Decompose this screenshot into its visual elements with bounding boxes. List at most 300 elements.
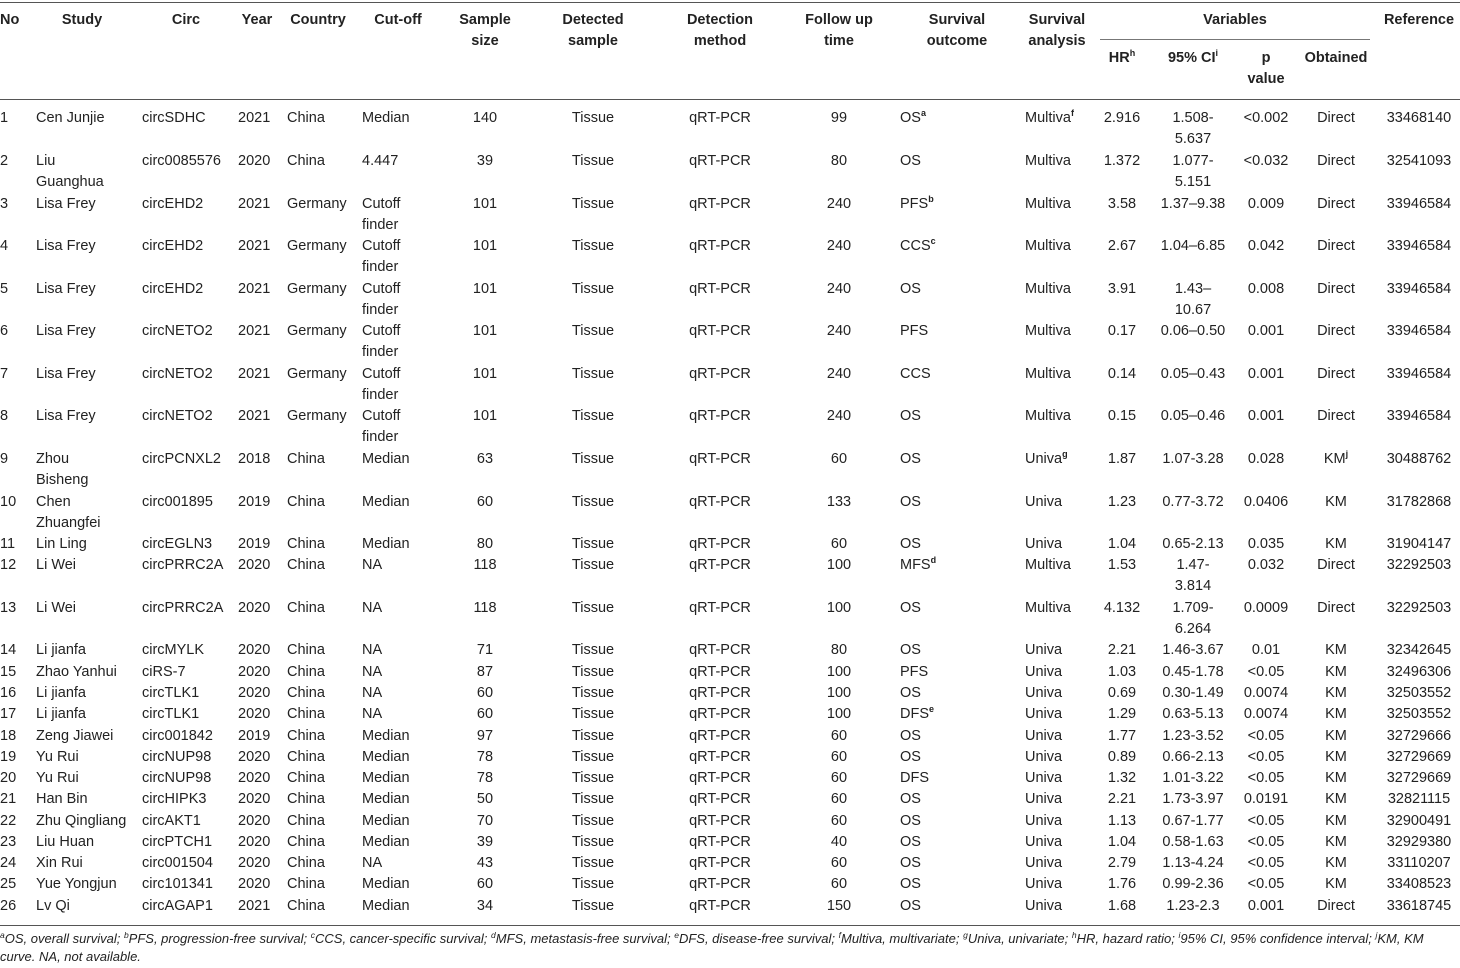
cell-outcome-text: DFS — [900, 770, 929, 786]
cell-cutoff-line: Median — [362, 770, 410, 786]
cell-ref-text: 33468140 — [1386, 110, 1452, 126]
cell-method — [670, 640, 770, 661]
cell-no — [0, 449, 28, 470]
cell-p-text: 0.001 — [1247, 366, 1285, 382]
cell-outcome-text: OS — [900, 642, 921, 658]
cell-obtained — [1298, 789, 1374, 810]
cell-year-text: 2021 — [238, 238, 271, 254]
cell-country-text: China — [287, 664, 325, 680]
cell-outcome — [900, 321, 1000, 342]
header-ci — [1150, 48, 1236, 69]
cell-analysis-text: Univa — [1025, 664, 1063, 680]
footnote-text: PFS, progression-free survival; — [128, 931, 311, 946]
cell-ref — [1378, 789, 1460, 810]
footnote-mark: g — [963, 930, 968, 940]
cell-obtained-text: KM — [1325, 664, 1347, 680]
cell-year — [238, 662, 278, 683]
cell-hr — [1098, 555, 1146, 576]
header-ci-label: 95% CI — [1167, 50, 1216, 66]
cell-detected — [540, 683, 646, 704]
cell-ci — [1150, 874, 1236, 895]
cell-no-text: 15 — [0, 664, 17, 680]
cell-country — [287, 662, 357, 683]
cell-study-line: Li jianfa — [36, 706, 86, 722]
cell-study-line: Liu Huan — [36, 834, 95, 850]
cell-study-line: Han Bin — [36, 791, 88, 807]
header-year: Year — [241, 12, 273, 28]
cell-ci-line: 0.67-1.77 — [1162, 813, 1224, 829]
cell-obtained-text: Direct — [1317, 281, 1355, 297]
cell-ref-text: 32292503 — [1386, 600, 1452, 616]
cell-country — [287, 726, 357, 747]
cell-year-text: 2021 — [238, 408, 271, 424]
cell-circ — [142, 789, 238, 810]
cell-method-text: qRT-PCR — [689, 153, 751, 169]
cell-country — [287, 747, 357, 768]
cell-cutoff — [362, 726, 440, 747]
cell-outcome — [900, 492, 1000, 513]
cell-detected — [540, 640, 646, 661]
cell-follow-text: 60 — [830, 813, 848, 829]
cell-ci-line: 0.77-3.72 — [1162, 494, 1224, 510]
cell-year — [238, 321, 278, 342]
cell-detected-text: Tissue — [571, 834, 615, 850]
cell-p-text: 0.0406 — [1243, 494, 1289, 510]
cell-circ — [142, 683, 238, 704]
cell-ci-line: 1.23-2.3 — [1166, 898, 1220, 914]
cell-cutoff-line: Median — [362, 813, 410, 829]
cell-size — [440, 768, 530, 789]
cell-detected — [540, 534, 646, 555]
cell-obtained-text: KM — [1325, 685, 1347, 701]
cell-obtained-text: Direct — [1317, 238, 1355, 254]
cell-ci — [1150, 662, 1236, 683]
cell-year-text: 2020 — [238, 876, 271, 892]
cell-follow — [790, 683, 888, 704]
cell-ci — [1150, 853, 1236, 874]
footnote-text: MFS, metastasis-free survival; — [495, 931, 675, 946]
cell-outcome-text: OS — [900, 408, 921, 424]
cell-size-text: 118 — [473, 600, 497, 616]
cell-method — [670, 492, 770, 513]
cell-cutoff-line: Median — [362, 536, 410, 552]
cell-obtained-text: Direct — [1317, 600, 1355, 616]
cell-ref — [1378, 151, 1460, 172]
cell-ref-text: 33946584 — [1386, 196, 1452, 212]
cell-outcome — [900, 406, 1000, 427]
cell-ref — [1378, 747, 1460, 768]
cell-p-text: 0.028 — [1247, 451, 1285, 467]
cell-year — [238, 853, 278, 874]
cell-year — [238, 874, 278, 895]
cell-ci — [1150, 236, 1236, 257]
cell-no — [0, 874, 28, 895]
table-bottom-rule — [0, 925, 1460, 926]
cell-follow — [790, 492, 888, 513]
cell-circ-text: circ0085576 — [142, 153, 221, 169]
cell-cutoff — [362, 492, 440, 513]
cell-outcome — [900, 853, 1000, 874]
cell-cutoff-line: Median — [362, 451, 410, 467]
cell-ref-text: 33946584 — [1386, 323, 1452, 339]
cell-size-text: 60 — [476, 876, 494, 892]
cell-follow-text: 80 — [830, 642, 848, 658]
cell-follow-text: 60 — [830, 451, 848, 467]
cell-circ — [142, 896, 238, 917]
cell-obtained — [1298, 555, 1374, 576]
cell-hr-text: 1.23 — [1107, 494, 1137, 510]
cell-ref-text: 30488762 — [1386, 451, 1452, 467]
header-detected-sample-line-1: Detected — [562, 12, 624, 28]
cell-cutoff — [362, 683, 440, 704]
cell-analysis-text: Univa — [1025, 813, 1063, 829]
cell-country — [287, 789, 357, 810]
cell-ref — [1378, 108, 1460, 129]
cell-study-line: Lisa Frey — [36, 238, 96, 254]
cell-year — [238, 236, 278, 257]
cell-follow — [790, 279, 888, 300]
cell-study-line: Lisa Frey — [36, 281, 96, 297]
cell-size — [440, 151, 530, 172]
cell-study — [36, 896, 136, 917]
cell-hr-text: 2.67 — [1107, 238, 1137, 254]
cell-analysis-text: Multiva — [1025, 557, 1071, 573]
cell-circ — [142, 747, 238, 768]
cell-country — [287, 534, 357, 555]
cell-follow — [790, 194, 888, 215]
cell-analysis-text: Multiva — [1025, 238, 1071, 254]
cell-cutoff — [362, 811, 440, 832]
cell-country-text: China — [287, 536, 325, 552]
cell-analysis — [1025, 896, 1100, 917]
cell-p-text: <0.05 — [1247, 728, 1285, 744]
cell-ref-text: 33946584 — [1386, 281, 1452, 297]
cell-hr — [1098, 236, 1146, 257]
cell-study-line: Li jianfa — [36, 642, 86, 658]
cell-ref — [1378, 598, 1460, 619]
cell-detected — [540, 108, 646, 129]
cell-method — [670, 789, 770, 810]
cell-follow-text: 100 — [826, 685, 852, 701]
cell-hr-text: 3.58 — [1107, 196, 1137, 212]
cell-size — [440, 364, 530, 385]
cell-no — [0, 747, 28, 768]
cell-ci-line: 1.077- — [1172, 153, 1214, 169]
cell-detected-text: Tissue — [571, 685, 615, 701]
cell-cutoff-line: Median — [362, 494, 410, 510]
cell-study-line: Lisa Frey — [36, 408, 96, 424]
cell-ref-text: 33618745 — [1386, 898, 1452, 914]
table-footnote — [0, 930, 1458, 966]
cell-hr-text: 1.53 — [1107, 557, 1137, 573]
cell-study — [36, 832, 136, 853]
cell-hr — [1098, 364, 1146, 385]
cell-p-text: 0.001 — [1247, 408, 1285, 424]
cell-p — [1236, 555, 1296, 576]
cell-circ-text: circNETO2 — [142, 323, 213, 339]
cell-outcome — [900, 279, 1000, 300]
cell-study-line: Xin Rui — [36, 855, 83, 871]
cell-analysis-text: Univa — [1025, 494, 1063, 510]
cell-cutoff — [362, 640, 440, 661]
cell-size-text: 78 — [476, 749, 494, 765]
cell-detected-text: Tissue — [571, 281, 615, 297]
cell-circ — [142, 406, 238, 427]
cell-country-text: China — [287, 728, 325, 744]
cell-p — [1236, 108, 1296, 129]
cell-ci-line: 1.73-3.97 — [1162, 791, 1224, 807]
cell-cutoff-line: NA — [362, 664, 383, 680]
footnote-text: HR, hazard ratio; — [1076, 931, 1179, 946]
cell-hr-text: 0.17 — [1107, 323, 1137, 339]
cell-year — [238, 704, 278, 725]
cell-ci-line: 5.637 — [1174, 131, 1212, 147]
cell-study — [36, 555, 136, 576]
cell-study — [36, 853, 136, 874]
cell-country — [287, 321, 357, 342]
cell-analysis — [1025, 321, 1100, 342]
cell-detected-text: Tissue — [571, 110, 615, 126]
cell-country-text: China — [287, 855, 325, 871]
cell-follow — [790, 151, 888, 172]
cell-analysis-text: Univa — [1025, 685, 1063, 701]
cell-outcome-text: OS — [900, 600, 921, 616]
footnote-mark: d — [491, 930, 496, 940]
cell-ci-line: 1.43– — [1174, 281, 1212, 297]
cell-outcome-text: OS — [900, 791, 921, 807]
cell-follow-text: 60 — [830, 791, 848, 807]
cell-circ-text: circ001842 — [142, 728, 213, 744]
cell-hr — [1098, 640, 1146, 661]
cell-ci-line: 10.67 — [1174, 302, 1212, 318]
cell-follow — [790, 534, 888, 555]
cell-follow — [790, 321, 888, 342]
cell-country-text: Germany — [287, 196, 347, 212]
cell-circ — [142, 492, 238, 513]
cell-detected — [540, 768, 646, 789]
cell-p-text: 0.009 — [1247, 196, 1285, 212]
cell-analysis — [1025, 534, 1100, 555]
cell-outcome-text: OS — [900, 494, 921, 510]
cell-method-text: qRT-PCR — [689, 366, 751, 382]
cell-method — [670, 726, 770, 747]
cell-p — [1236, 151, 1296, 172]
cell-follow-text: 100 — [826, 600, 852, 616]
cell-analysis — [1025, 279, 1100, 300]
cell-hr-text: 1.68 — [1107, 898, 1137, 914]
cell-cutoff-line: Median — [362, 749, 410, 765]
footnote-text: CCS, cancer-specific survival; — [315, 931, 492, 946]
cell-outcome — [900, 449, 1000, 470]
cell-no — [0, 896, 28, 917]
cell-ref-text: 33946584 — [1386, 408, 1452, 424]
header-study: Study — [61, 12, 103, 28]
cell-analysis-text: Univa — [1025, 770, 1063, 786]
cell-hr-text: 2.916 — [1103, 110, 1141, 126]
cell-study — [36, 811, 136, 832]
cell-analysis — [1025, 662, 1100, 683]
footnote-mark: e — [674, 930, 679, 940]
cell-outcome — [900, 555, 1000, 576]
cell-cutoff — [362, 108, 440, 129]
cell-study — [36, 364, 136, 385]
cell-study-line: Bisheng — [36, 472, 89, 488]
cell-analysis-footnote-mark: g — [1062, 449, 1068, 459]
cell-method-text: qRT-PCR — [689, 238, 751, 254]
cell-ref — [1378, 683, 1460, 704]
cell-hr — [1098, 789, 1146, 810]
cell-hr-text: 0.15 — [1107, 408, 1137, 424]
cell-detected — [540, 321, 646, 342]
cell-analysis — [1025, 811, 1100, 832]
cell-no-text: 22 — [0, 813, 17, 829]
cell-outcome — [900, 874, 1000, 895]
cell-ci — [1150, 555, 1236, 597]
cell-detected — [540, 449, 646, 470]
cell-circ-text: circHIPK3 — [142, 791, 207, 807]
cell-outcome — [900, 598, 1000, 619]
cell-size — [440, 598, 530, 619]
cell-circ-text: circ001895 — [142, 494, 213, 510]
cell-study — [36, 640, 136, 661]
cell-obtained — [1298, 534, 1374, 555]
cell-obtained-text: KM — [1325, 791, 1347, 807]
cell-country-text: China — [287, 898, 325, 914]
cell-no-text: 17 — [0, 706, 17, 722]
cell-ref — [1378, 832, 1460, 853]
cell-outcome — [900, 364, 1000, 385]
cell-method-text: qRT-PCR — [689, 664, 751, 680]
cell-cutoff-line: Cutoff — [362, 196, 401, 212]
cell-method-text: qRT-PCR — [689, 281, 751, 297]
cell-detected — [540, 364, 646, 385]
cell-circ — [142, 811, 238, 832]
cell-analysis-text: Multiva — [1025, 366, 1071, 382]
cell-cutoff — [362, 704, 440, 725]
cell-circ — [142, 662, 238, 683]
cell-method-text: qRT-PCR — [689, 749, 751, 765]
cell-country — [287, 406, 357, 427]
cell-size-text: 63 — [476, 451, 494, 467]
cell-circ-text: ciRS-7 — [142, 664, 186, 680]
cell-size — [440, 747, 530, 768]
cell-ref-text: 32503552 — [1386, 685, 1452, 701]
cell-detected — [540, 236, 646, 257]
cell-analysis — [1025, 704, 1100, 725]
cell-hr — [1098, 662, 1146, 683]
cell-follow — [790, 747, 888, 768]
cell-size-text: 97 — [476, 728, 494, 744]
cell-ref — [1378, 662, 1460, 683]
cell-size — [440, 640, 530, 661]
cell-ref-text: 32342645 — [1386, 642, 1452, 658]
cell-country — [287, 492, 357, 513]
cell-cutoff-line: Cutoff — [362, 366, 401, 382]
cell-outcome — [900, 789, 1000, 810]
cell-analysis — [1025, 853, 1100, 874]
cell-hr-text: 2.21 — [1107, 642, 1137, 658]
cell-analysis — [1025, 768, 1100, 789]
cell-study — [36, 704, 136, 725]
cell-obtained-text: KM — [1325, 876, 1347, 892]
cell-obtained — [1298, 896, 1374, 917]
cell-outcome-text: CCS — [900, 366, 931, 382]
cell-outcome-text: OS — [900, 536, 921, 552]
cell-circ — [142, 726, 238, 747]
cell-analysis — [1025, 747, 1100, 768]
cell-outcome — [900, 811, 1000, 832]
cell-cutoff-line: finder — [362, 429, 399, 445]
cell-outcome-text: CCS — [900, 238, 931, 254]
cell-size-text: 34 — [476, 898, 494, 914]
cell-p-text: <0.002 — [1243, 110, 1289, 126]
cell-country — [287, 598, 357, 619]
cell-outcome-text: PFS — [900, 664, 929, 680]
cell-analysis-text: Univa — [1025, 706, 1063, 722]
cell-no — [0, 236, 28, 257]
cell-analysis-text: Univa — [1025, 834, 1063, 850]
cell-obtained — [1298, 640, 1374, 661]
cell-circ — [142, 704, 238, 725]
cell-hr-text: 4.132 — [1103, 600, 1141, 616]
cell-country — [287, 279, 357, 300]
cell-ci — [1150, 896, 1236, 917]
header-hr-sup: h — [1129, 48, 1136, 58]
cell-circ-text: circNUP98 — [142, 749, 212, 765]
cell-study-line: Yue Yongjun — [36, 876, 117, 892]
cell-country-text: China — [287, 110, 325, 126]
cell-analysis — [1025, 640, 1100, 661]
cell-analysis — [1025, 789, 1100, 810]
cell-follow — [790, 789, 888, 810]
cell-country-text: Germany — [287, 408, 347, 424]
cell-p — [1236, 534, 1296, 555]
cell-p-text: 0.01 — [1251, 642, 1281, 658]
cell-ci — [1150, 811, 1236, 832]
cell-year-text: 2020 — [238, 813, 271, 829]
cell-size-text: 140 — [472, 110, 498, 126]
cell-obtained-text: KM — [1325, 642, 1347, 658]
cell-detected-text: Tissue — [571, 770, 615, 786]
cell-size-text: 70 — [476, 813, 494, 829]
cell-country-text: China — [287, 494, 325, 510]
cell-p — [1236, 874, 1296, 895]
cell-ci — [1150, 364, 1236, 385]
cell-hr-text: 1.76 — [1107, 876, 1137, 892]
cell-follow — [790, 640, 888, 661]
header-detected-sample-line-2: sample — [568, 33, 618, 49]
cell-no-text: 19 — [0, 749, 17, 765]
cell-method — [670, 555, 770, 576]
cell-obtained-text: KM — [1325, 855, 1347, 871]
cell-detected — [540, 555, 646, 576]
cell-analysis — [1025, 108, 1100, 129]
cell-follow-text: 150 — [826, 898, 852, 914]
cell-hr — [1098, 321, 1146, 342]
cell-year — [238, 811, 278, 832]
cell-no-text: 26 — [0, 898, 17, 914]
cell-ci-line: 0.99-2.36 — [1162, 876, 1224, 892]
cell-size-text: 43 — [476, 855, 494, 871]
cell-size-text: 101 — [472, 196, 498, 212]
cell-study — [36, 236, 136, 257]
cell-analysis — [1025, 832, 1100, 853]
cell-p — [1236, 789, 1296, 810]
cell-ref — [1378, 194, 1460, 215]
cell-follow — [790, 236, 888, 257]
header-sample-size-line-1: Sample — [459, 12, 511, 28]
cell-size-text: 60 — [476, 494, 494, 510]
